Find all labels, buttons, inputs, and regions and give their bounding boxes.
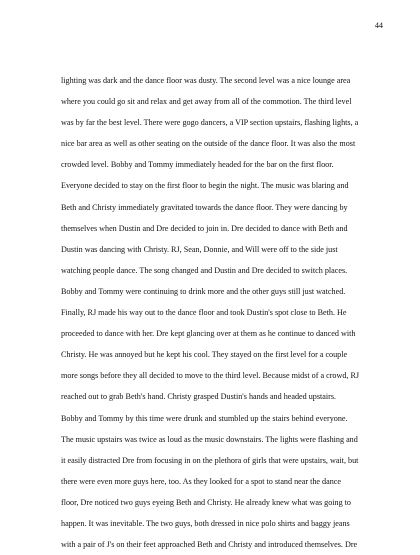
text-line: crowded level. Bobby and Tommy immediately headed for the bar on the first floor.	[61, 160, 334, 170]
page-number: 44	[374, 21, 383, 30]
text-line: Christy. He was annoyed but he kept his cool. They stayed on the first level for a couple	[61, 350, 348, 360]
text-line: happen. It was inevitable. The two guys, both dressed in nice polo shirts and baggy jeans	[61, 518, 350, 528]
text-line: The music upstairs was twice as loud as the music downstairs. The lights were flashing and	[61, 434, 358, 444]
text-line: with a pair of J's on their feet approached Beth and Christy and introduced themselves. Dre	[61, 540, 358, 550]
body-text	[61, 70, 381, 555]
text-line: nice bar area as well as other seating on the outside of the dance floor. It was also the most	[61, 139, 356, 149]
text-line: where you could go sit and relax and get away from all of the commotion. The third level	[61, 97, 352, 107]
text-line: themselves when Dustin and Dre decided to join in. Dre decided to dance with Beth and	[61, 223, 348, 233]
text-line: Finally, RJ made his way out to the dance floor and took Dustin's spot close to Beth. He	[61, 308, 347, 318]
text-line: reached out to grab Beth's hand. Christy grasped Dustin's hands and headed upstairs.	[61, 392, 337, 402]
text-line: Everyone decided to stay on the first floor to begin the night. The music was blaring and	[61, 181, 349, 191]
text-line: there were even more guys here, too. As they looked for a spot to stand near the dance	[61, 476, 341, 486]
text-line: Bobby and Tommy were continuing to drink more and the other guys still just watched.	[61, 286, 346, 296]
text-line: watching people dance. The song changed and Dustin and Dre decided to switch places.	[61, 265, 348, 275]
text-line: Beth and Christy immediately gravitated towards the dance floor. They were dancing by	[61, 202, 348, 212]
text-line: lighting was dark and the dance floor was dusty. The second level was a nice lounge area	[61, 76, 351, 85]
text-line: proceeded to dance with her. Dre kept glancing over at them as he continue to danced with	[61, 329, 356, 339]
text-line: it easily distracted Dre from focusing in on the plethora of girls that were upstairs, wait, but	[61, 455, 359, 465]
text-line: Dustin was dancing with Christy. RJ, Sean, Donnie, and Will were off to the side just	[61, 244, 338, 254]
text-line: floor, Dre noticed two guys eyeing Beth and Christy. He already knew what was going to	[61, 497, 351, 507]
text-line: was by far the best level. There were gogo dancers, a VIP section upstairs, flashing lights, a	[61, 118, 359, 128]
text-line: more songs before they all decided to move to the third level. Because midst of a crowd, RJ	[61, 371, 360, 381]
text-line: Bobby and Tommy by this time were drunk and stumbled up the stairs behind everyone.	[61, 413, 348, 423]
